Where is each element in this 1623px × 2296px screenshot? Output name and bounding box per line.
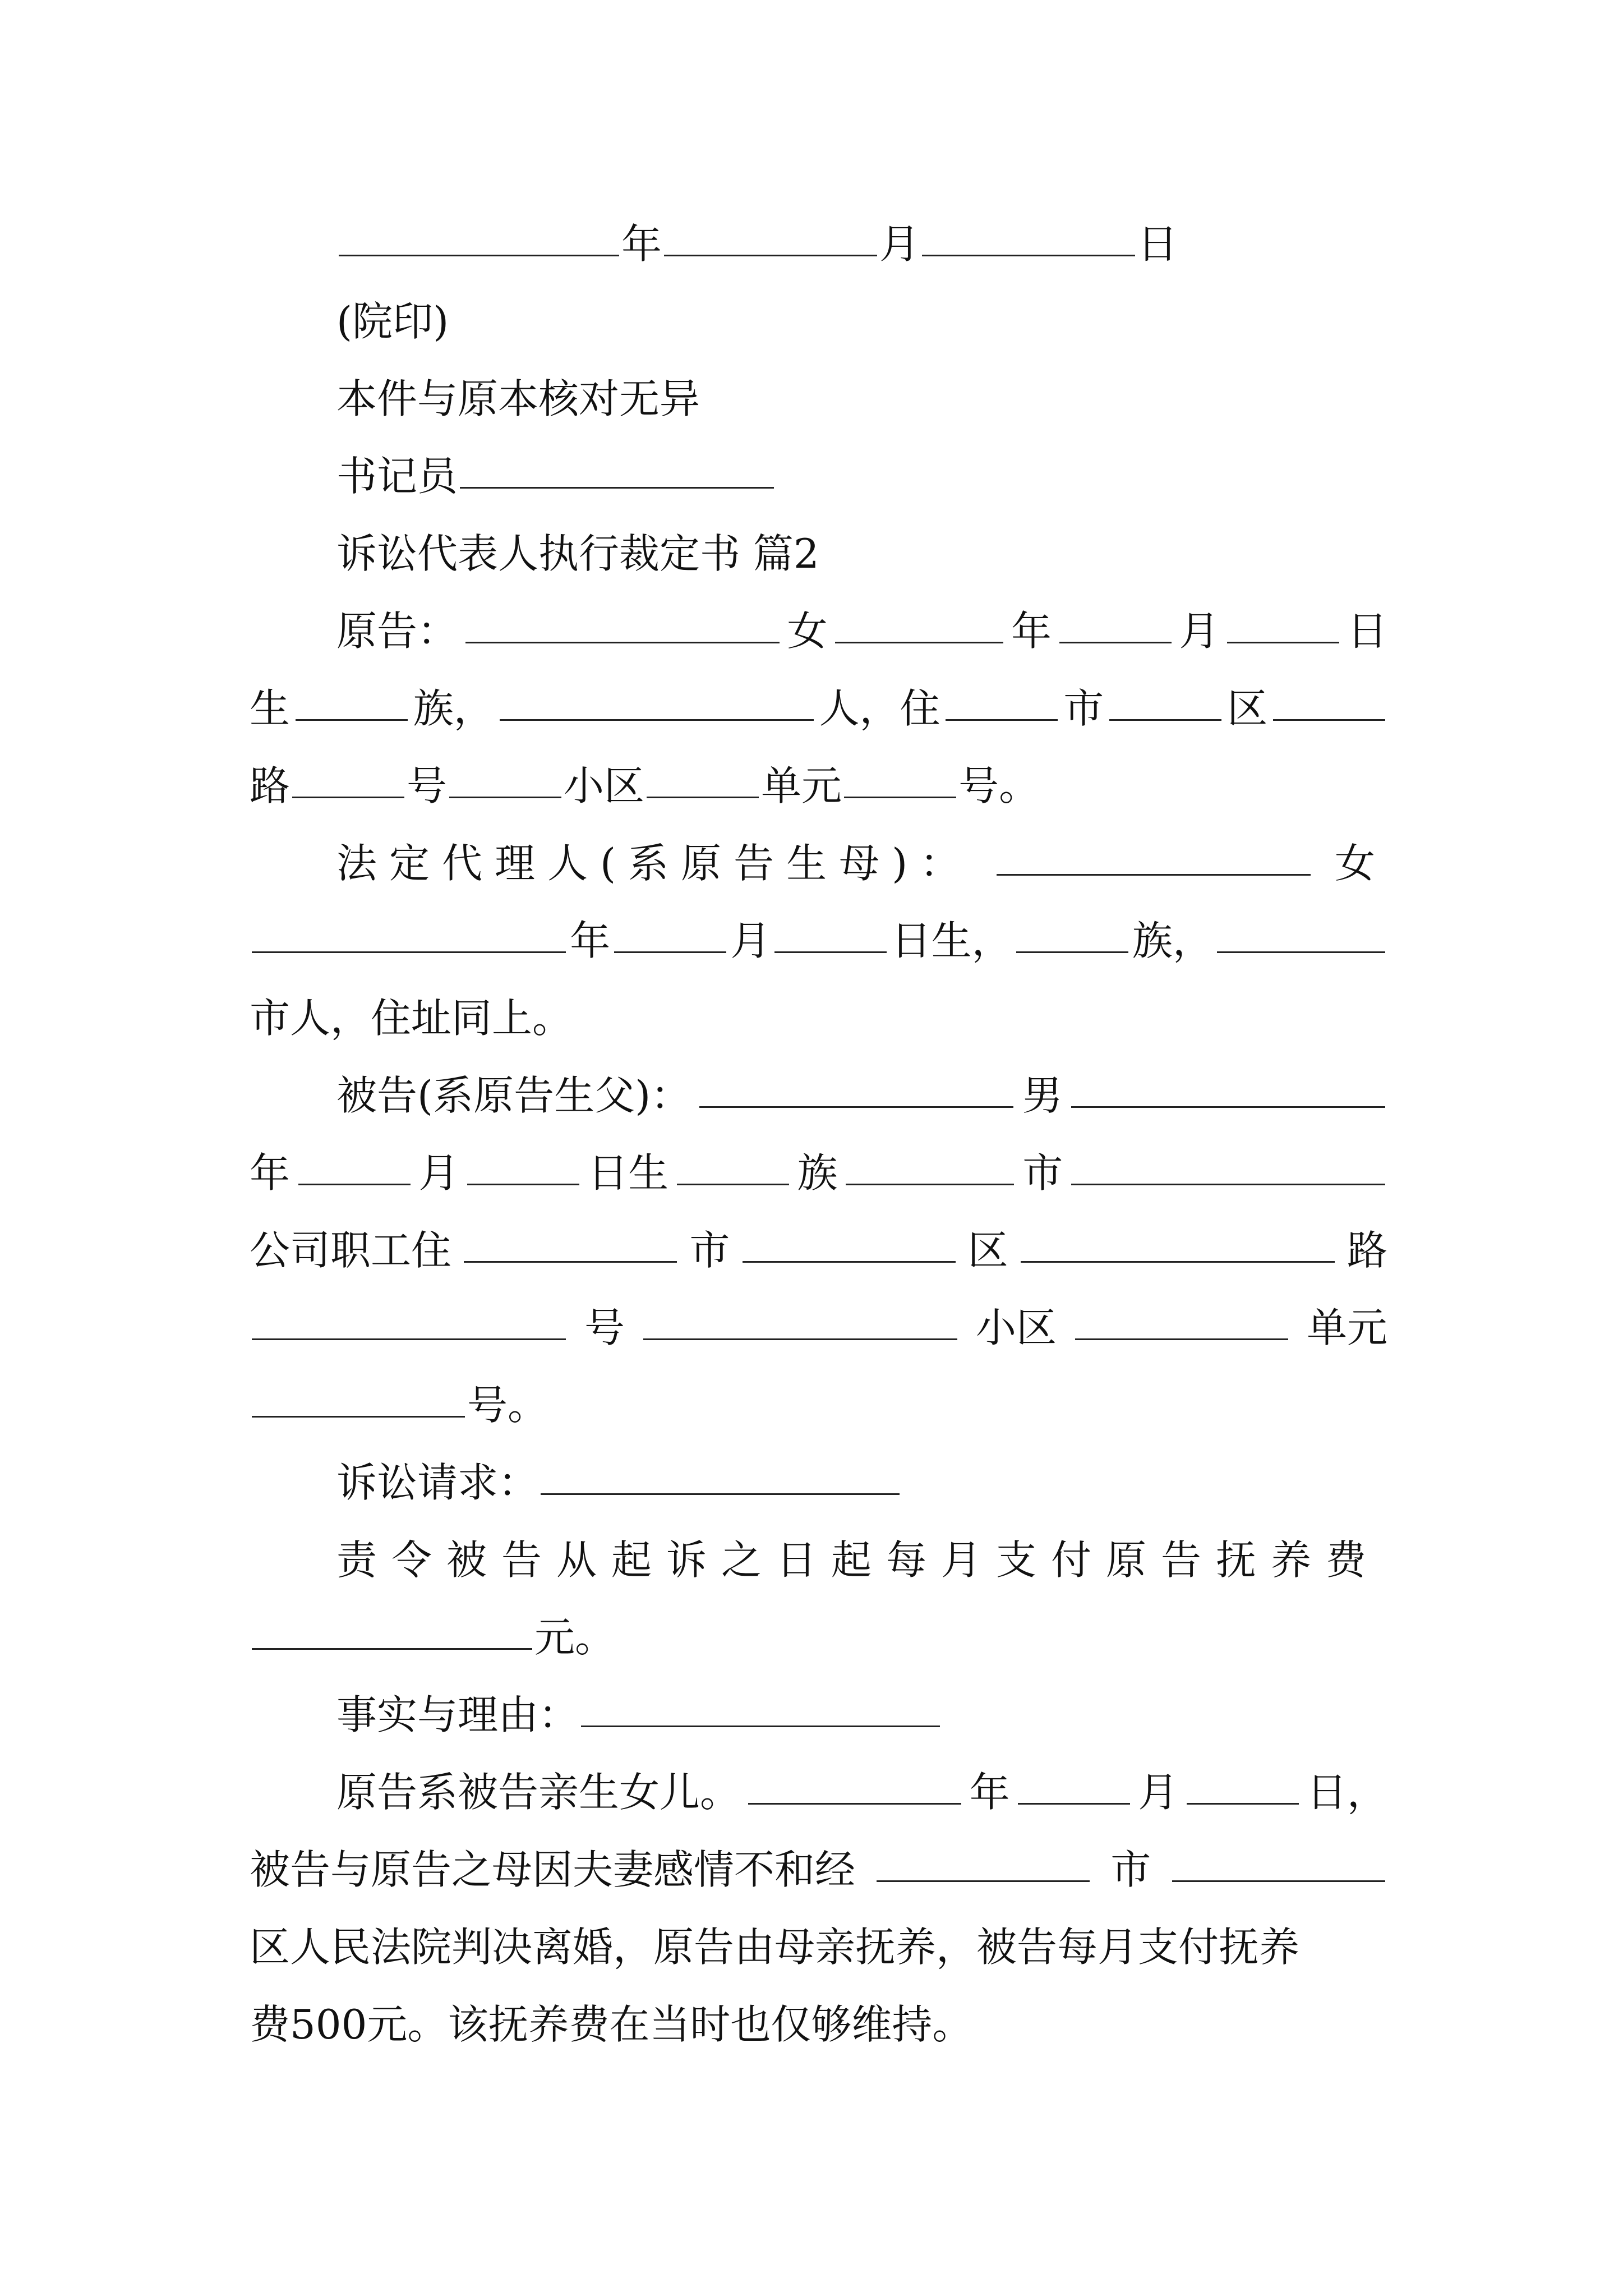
text: 年 — [570, 917, 611, 964]
text: 小区 — [564, 762, 645, 809]
plaintiff-line-2 — [250, 678, 1387, 739]
blank — [465, 613, 780, 643]
text: 区 — [967, 1227, 1008, 1274]
blank — [877, 1851, 1090, 1882]
year-label: 年 — [621, 220, 662, 268]
blank — [997, 845, 1311, 876]
date-line — [336, 213, 1387, 275]
text: 路 — [1347, 1227, 1387, 1274]
month-label: 月 — [879, 220, 920, 268]
blank — [298, 1154, 411, 1185]
facts-label: 事实与理由： — [336, 1691, 579, 1738]
text: 月 — [1179, 608, 1220, 655]
blank — [467, 1154, 579, 1185]
blank — [449, 767, 561, 798]
blank — [748, 1774, 961, 1805]
legal-agent-label: 法定代理人(系原告生母)： — [336, 840, 973, 887]
blank — [643, 1309, 957, 1340]
blank — [1273, 690, 1385, 721]
blank — [1016, 922, 1128, 953]
blank — [1071, 1077, 1385, 1108]
defendant-line-1 — [336, 1065, 1387, 1126]
text: 市人，住址同上。 — [250, 995, 573, 1042]
blank — [1071, 1154, 1385, 1185]
court-seal-text: (院印) — [336, 298, 449, 345]
text: 市 — [1063, 685, 1104, 732]
blank — [1021, 1232, 1335, 1263]
blank — [774, 922, 887, 953]
text: 人，住 — [819, 685, 940, 732]
text: 号。 — [958, 762, 1040, 809]
blank — [677, 1154, 789, 1185]
defendant-line-2 — [250, 1142, 1387, 1204]
text: 男 — [1022, 1072, 1063, 1119]
blank — [1227, 613, 1339, 643]
day-blank — [922, 226, 1135, 256]
text: 日生 — [588, 1149, 669, 1197]
clerk-line — [336, 445, 1387, 507]
text: 日 — [1347, 608, 1387, 655]
blank — [1018, 1774, 1130, 1805]
text: 号。 — [467, 1382, 548, 1429]
blank — [464, 1232, 677, 1263]
text: 族， — [1132, 917, 1213, 964]
blank — [743, 1232, 956, 1263]
blank — [614, 922, 726, 953]
text: 市 — [1022, 1149, 1063, 1197]
blank — [581, 1696, 940, 1727]
blank — [252, 1309, 566, 1340]
legal-agent-line-1 — [336, 832, 1387, 894]
text: 元。 — [534, 1614, 616, 1661]
verification-line — [336, 368, 1387, 430]
text: 女 — [787, 608, 828, 655]
claims-label: 诉讼请求： — [336, 1459, 539, 1506]
text: 被告与原告之母因夫妻感情不和经 — [250, 1846, 856, 1893]
legal-agent-line-3 — [250, 987, 1387, 1049]
blank — [541, 1464, 900, 1495]
blank — [946, 690, 1058, 721]
blank — [292, 767, 404, 798]
text: 日， — [1306, 1769, 1387, 1816]
text: 月 — [1138, 1769, 1179, 1816]
text: 年 — [969, 1769, 1010, 1816]
blank — [835, 613, 1003, 643]
legal-agent-line-2 — [250, 910, 1387, 972]
blank — [699, 1077, 1013, 1108]
plaintiff-line-1 — [336, 600, 1387, 662]
text: 单元 — [1306, 1304, 1387, 1351]
plaintiff-line-3 — [250, 755, 1387, 817]
day-label: 日 — [1137, 220, 1178, 268]
text: 原告系被告亲生女儿。 — [336, 1769, 741, 1816]
text: 女 — [1334, 840, 1387, 887]
text: 号 — [584, 1304, 625, 1351]
verification-text: 本件与原本核对无异 — [336, 375, 700, 422]
defendant-label: 被告(系原告生父)： — [336, 1072, 691, 1119]
text: 市 — [689, 1227, 730, 1274]
text: 单元 — [761, 762, 842, 809]
blank — [1217, 922, 1385, 953]
text: 市 — [1110, 1846, 1151, 1893]
text: 月 — [730, 917, 771, 964]
defendant-line-4 — [250, 1297, 1387, 1359]
blank — [1059, 613, 1172, 643]
blank — [252, 922, 566, 953]
blank — [500, 690, 814, 721]
text: 公司职工住 — [250, 1227, 452, 1274]
text: 月 — [418, 1149, 459, 1197]
blank — [296, 690, 408, 721]
section-heading-text: 诉讼代表人执行裁定书 篇2 — [336, 530, 819, 577]
court-seal-line — [336, 291, 1387, 352]
blank — [252, 1619, 532, 1650]
claims-line-1 — [336, 1529, 1387, 1591]
facts-line-2 — [250, 1839, 1387, 1901]
blank — [1075, 1309, 1288, 1340]
text: 族， — [413, 685, 494, 732]
blank — [844, 767, 956, 798]
section-heading — [336, 523, 1387, 585]
claims-line-2 — [250, 1607, 1387, 1668]
clerk-label: 书记员 — [336, 453, 458, 500]
text: 小区 — [975, 1304, 1057, 1351]
blank — [1187, 1774, 1299, 1805]
defendant-line-5 — [250, 1374, 1387, 1436]
claims-heading — [336, 1452, 1387, 1513]
text: 号 — [407, 762, 448, 809]
blank — [846, 1154, 1014, 1185]
blank — [252, 1387, 465, 1418]
facts-line-1 — [336, 1761, 1387, 1823]
month-blank — [664, 226, 877, 256]
year-blank — [339, 226, 619, 256]
plaintiff-label: 原告： — [336, 608, 458, 655]
blank — [647, 767, 759, 798]
text: 年 — [1011, 608, 1052, 655]
text: 生 — [250, 685, 291, 732]
text: 区人民法院判决离婚，原告由母亲抚养，被告每月支付抚养 — [250, 1924, 1300, 1971]
text: 年 — [250, 1149, 291, 1197]
text: 路 — [250, 762, 291, 809]
facts-heading — [336, 1684, 1387, 1746]
facts-line-3 — [250, 1916, 1387, 1978]
blank — [1172, 1851, 1385, 1882]
defendant-line-3 — [250, 1220, 1387, 1281]
facts-line-4 — [250, 1994, 1387, 2055]
text: 族 — [797, 1149, 838, 1197]
text: 日生， — [891, 917, 1012, 964]
text: 区 — [1227, 685, 1268, 732]
clerk-blank — [460, 458, 774, 489]
text: 费500元。该抚养费在当时也仅够维持。 — [250, 2001, 973, 2048]
text: 责令被告从起诉之日起每月支付原告抚养费 — [336, 1536, 1381, 1584]
blank — [1109, 690, 1221, 721]
